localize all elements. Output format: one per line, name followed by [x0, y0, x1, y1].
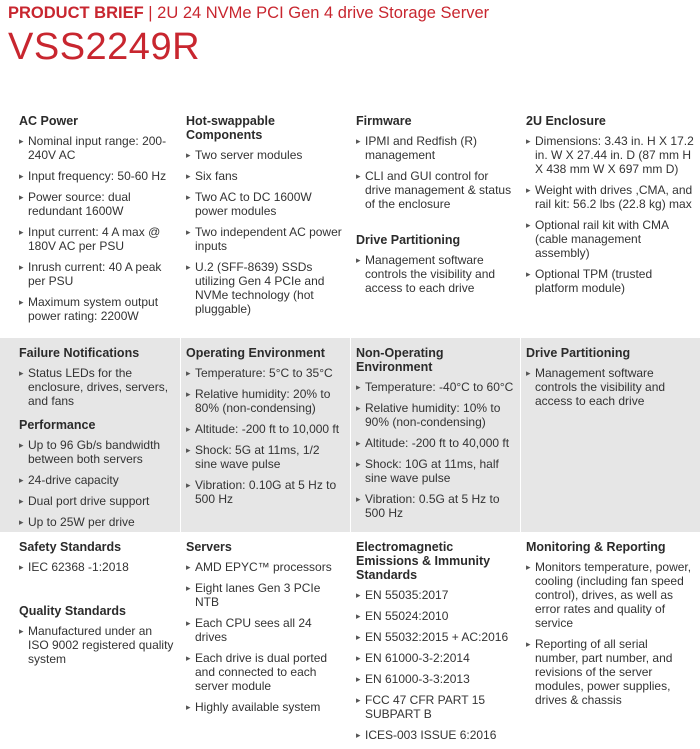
spec-section: [180, 540, 350, 714]
section-title: Servers: [186, 540, 232, 554]
column-divider: [350, 532, 351, 735]
spec-item: ▸ Altitude: -200 ft to 40,000 ft: [356, 436, 514, 450]
spec-column-4: [520, 540, 700, 714]
section-title: Performance: [19, 418, 96, 432]
section-title: Drive Partitioning: [526, 346, 631, 360]
spec-item: ▸ EN 55032:2015 + AC:2016: [356, 630, 514, 644]
spec-section: [350, 114, 520, 211]
column-divider: [180, 338, 181, 532]
spec-column-2: [180, 346, 350, 513]
brief-line: [8, 2, 698, 24]
spec-section: [350, 346, 520, 520]
spec-column-3: [350, 114, 520, 302]
spec-item: ▸ Temperature: -40°C to 60°C: [356, 380, 514, 394]
spec-item: ▸ Temperature: 5°C to 35°C: [186, 366, 344, 380]
spec-item: ▸ Status LEDs for the enclosure, drives, servers, and fans: [19, 366, 174, 408]
section-title: Safety Standards: [19, 540, 122, 554]
spec-item: ▸ Highly available system: [186, 700, 344, 714]
spec-item: ▸ Management software controls the visibility and access to each drive: [526, 366, 694, 408]
spec-item: ▸ Input current: 4 A max @ 180V AC per PSU: [19, 225, 174, 253]
spec-list: [526, 134, 694, 295]
column-divider: [350, 104, 351, 338]
spec-item: ▸ Optional TPM (trusted platform module): [526, 267, 694, 295]
spec-item: ▸ Optional rail kit with CMA (cable management assembly): [526, 218, 694, 260]
spec-item: ▸ Inrush current: 40 A peak per PSU: [19, 260, 174, 288]
spec-section: [0, 540, 180, 574]
spec-section: [180, 114, 350, 316]
section-title: Drive Partitioning: [356, 233, 461, 247]
spec-column-1: [0, 114, 180, 330]
spec-list: [356, 588, 514, 742]
section-title: Quality Standards: [19, 604, 126, 618]
spec-item: ▸ EN 55024:2010: [356, 609, 514, 623]
section-title: Hot-swappable Components: [186, 114, 275, 142]
spec-section: [520, 346, 700, 408]
spec-row-3: [0, 532, 700, 742]
spec-item: ▸ U.2 (SFF-8639) SSDs utilizing Gen 4 PCIe and NVMe technology (hot pluggable): [186, 260, 344, 316]
spec-list: [19, 438, 174, 529]
spec-list: [356, 134, 514, 211]
column-divider: [520, 532, 521, 735]
spec-item: ▸ Relative humidity: 10% to 90% (non-condensing): [356, 401, 514, 429]
spec-item: ▸ Manufactured under an ISO 9002 registered quality system: [19, 624, 174, 666]
spec-section: [0, 418, 180, 529]
spec-item: ▸ Two AC to DC 1600W power modules: [186, 190, 344, 218]
spec-column-3: [350, 540, 520, 749]
section-title: Non-Operating Environment: [356, 346, 444, 374]
spec-item: ▸ Nominal input range: 200-240V AC: [19, 134, 174, 162]
spec-list: [19, 560, 174, 574]
section-title: Failure Notifications: [19, 346, 140, 360]
section-title: 2U Enclosure: [526, 114, 606, 128]
column-divider: [350, 338, 351, 532]
spec-list: [356, 253, 514, 295]
spec-item: ▸ Two server modules: [186, 148, 344, 162]
spec-item: ▸ Relative humidity: 20% to 80% (non-condensing): [186, 387, 344, 415]
brief-label: PRODUCT BRIEF: [8, 4, 144, 22]
spec-section: [520, 540, 700, 707]
spec-item: ▸ AMD EPYC™ processors: [186, 560, 344, 574]
spec-item: ▸ 24-drive capacity: [19, 473, 174, 487]
spec-column-2: [180, 114, 350, 323]
spec-section: [180, 346, 350, 506]
spec-item: ▸ Up to 25W per drive: [19, 515, 174, 529]
brief-separator: |: [143, 4, 158, 22]
model-title: VSS2249R: [8, 26, 201, 68]
spec-item: ▸ Vibration: 0.10G at 5 Hz to 500 Hz: [186, 478, 344, 506]
spec-list: [19, 366, 174, 408]
column-divider: [180, 104, 181, 338]
spec-list: [186, 148, 344, 316]
spec-list: [186, 560, 344, 714]
spec-column-4: [520, 114, 700, 302]
spec-item: ▸ ICES-003 ISSUE 6:2016: [356, 728, 514, 742]
spec-item: ▸ Two independent AC power inputs: [186, 225, 344, 253]
spec-item: ▸ EN 61000-3-2:2014: [356, 651, 514, 665]
spec-list: [19, 134, 174, 323]
column-divider: [180, 532, 181, 735]
section-title: AC Power: [19, 114, 79, 128]
spec-column-4: [520, 346, 700, 415]
spec-item: ▸ Dimensions: 3.43 in. H X 17.2 in. W X 27.44 in. D (87 mm H X 438 mm W X 697 mm D): [526, 134, 694, 176]
section-title: Firmware: [356, 114, 412, 128]
spec-list: [526, 560, 694, 707]
spec-item: ▸ Power source: dual redundant 1600W: [19, 190, 174, 218]
spec-list: [19, 624, 174, 666]
spec-item: ▸ CLI and GUI control for drive management & status of the enclosure: [356, 169, 514, 211]
column-divider: [520, 338, 521, 532]
spec-row-2: [0, 338, 700, 532]
spec-item: ▸ Dual port drive support: [19, 494, 174, 508]
spec-section: [520, 114, 700, 295]
spec-column-1: [0, 540, 180, 673]
spec-item: ▸ Shock: 5G at 11ms, 1/2 sine wave pulse: [186, 443, 344, 471]
spec-item: ▸ Monitors temperature, power, cooling (including fan speed control), drives, as well as error rates and quality of service: [526, 560, 694, 630]
spec-column-3: [350, 346, 520, 527]
spec-item: ▸ Reporting of all serial number, part number, and revisions of the server modules, power supplies, drives & chassis: [526, 637, 694, 707]
section-title: Electromagnetic Emissions & Immunity Standards: [356, 540, 491, 582]
spec-item: ▸ Vibration: 0.5G at 5 Hz to 500 Hz: [356, 492, 514, 520]
spec-item: ▸ Each CPU sees all 24 drives: [186, 616, 344, 644]
spec-column-2: [180, 540, 350, 721]
spec-item: ▸ Each drive is dual ported and connected to each server module: [186, 651, 344, 693]
spec-list: [186, 366, 344, 506]
spec-item: ▸ Management software controls the visibility and access to each drive: [356, 253, 514, 295]
spec-item: ▸ IPMI and Redfish (R) management: [356, 134, 514, 162]
spec-item: ▸ EN 55035:2017: [356, 588, 514, 602]
section-title: Operating Environment: [186, 346, 325, 360]
brief-subtitle: 2U 24 NVMe PCI Gen 4 drive Storage Server: [157, 4, 490, 22]
spec-item: ▸ Up to 96 Gb/s bandwidth between both servers: [19, 438, 174, 466]
spec-item: ▸ EN 61000-3-3:2013: [356, 672, 514, 686]
spec-item: ▸ Maximum system output power rating: 2200W: [19, 295, 174, 323]
spec-item: ▸ Altitude: -200 ft to 10,000 ft: [186, 422, 344, 436]
spec-list: [356, 380, 514, 520]
spec-item: ▸ Shock: 10G at 11ms, half sine wave pulse: [356, 457, 514, 485]
spec-section: [350, 540, 520, 742]
spec-item: ▸ IEC 62368 -1:2018: [19, 560, 174, 574]
spec-section: [350, 233, 520, 295]
spec-section: [0, 114, 180, 323]
spec-item: ▸ FCC 47 CFR PART 15 SUBPART B: [356, 693, 514, 721]
spec-item: ▸ Input frequency: 50-60 Hz: [19, 169, 174, 183]
spec-item: ▸ Weight with drives ,CMA, and rail kit: 56.2 lbs (22.8 kg) max: [526, 183, 694, 211]
spec-section: [0, 346, 180, 408]
spec-column-1: [0, 346, 180, 536]
spec-row-1: [0, 104, 700, 338]
spec-section: [0, 604, 180, 666]
column-divider: [520, 104, 521, 338]
spec-list: [526, 366, 694, 408]
section-title: Monitoring & Reporting: [526, 540, 666, 554]
spec-item: ▸ Eight lanes Gen 3 PCIe NTB: [186, 581, 344, 609]
header: [8, 2, 698, 68]
spec-item: ▸ Six fans: [186, 169, 344, 183]
